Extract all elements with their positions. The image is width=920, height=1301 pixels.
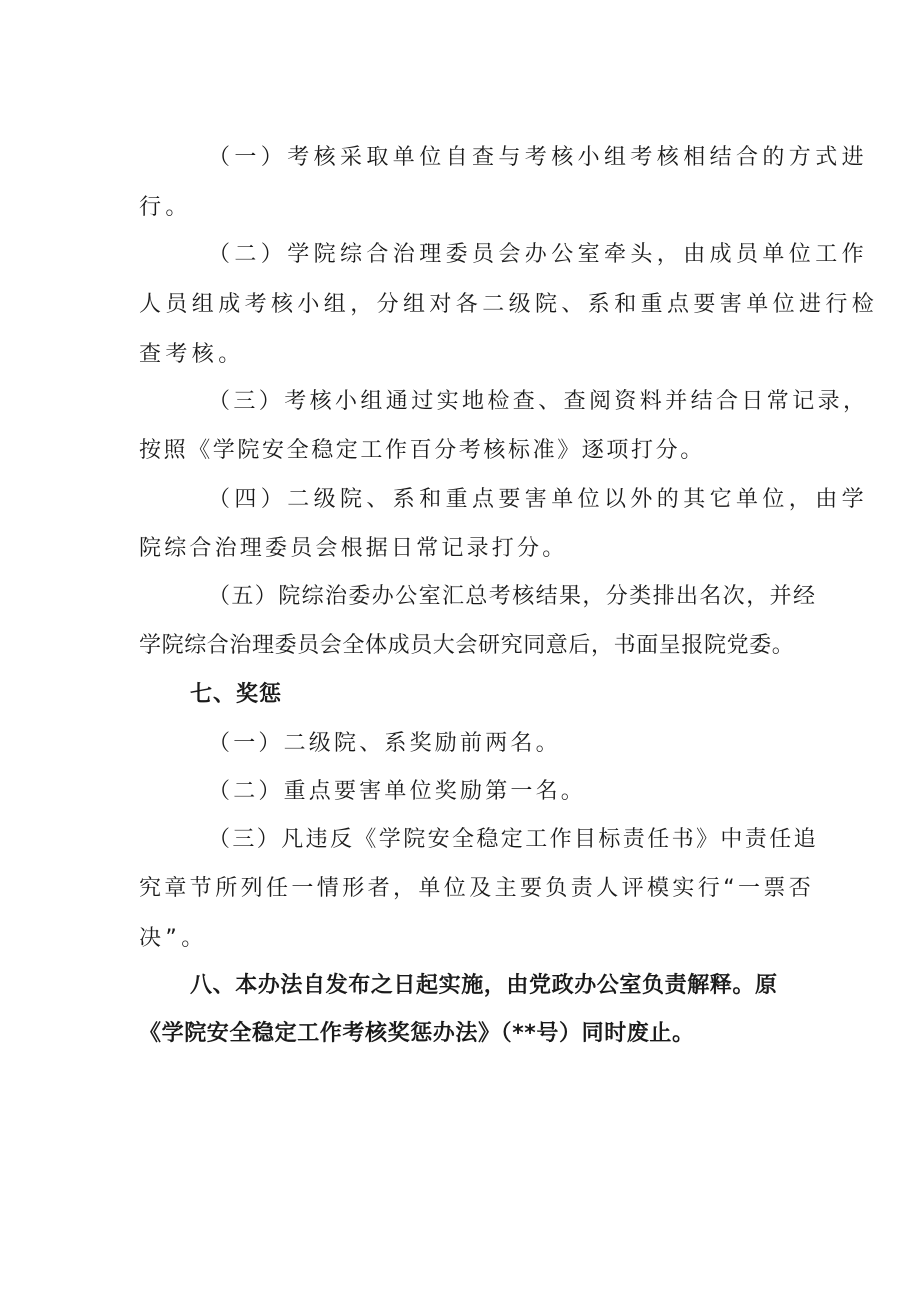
- paragraph-line: （一）考核采取单位自查与考核小组考核相结合的方式进: [208, 145, 869, 170]
- paragraph-line: 究章节所列任一情形者，单位及主要负责人评模实行“一票否: [139, 876, 815, 901]
- paragraph-line: （二）重点要害单位奖励第一名。: [208, 779, 587, 804]
- paragraph-line: 院综合治理委员会根据日常记录打分。: [139, 536, 568, 561]
- paragraph-line: （三）考核小组通过实地检查、查阅资料并结合日常记录，: [208, 389, 869, 414]
- paragraph-line: （三）凡违反《学院安全稳定工作目标责任书》中责任追: [208, 827, 819, 852]
- paragraph-line: （五）院综治委办公室汇总考核结果，分类排出名次，并经: [208, 584, 817, 609]
- closing-paragraph-line: 八、本办法自发布之日起实施，由党政办公室负责解释。原: [190, 973, 778, 998]
- paragraph-line: （四）二级院、系和重点要害单位以外的其它单位，由学: [208, 487, 869, 512]
- closing-paragraph-line: 《学院安全稳定工作考核奖惩办法》（**号）同时废止。: [139, 1021, 695, 1046]
- paragraph-line: 查考核。: [139, 342, 245, 367]
- paragraph-line: 学院综合治理委员会全体成员大会研究同意后，书面呈报院党委。: [139, 633, 795, 658]
- paragraph-line: 人员组成考核小组，分组对各二级院、系和重点要害单位进行检: [139, 292, 879, 317]
- paragraph-line: 决”。: [139, 926, 208, 951]
- paragraph-line: 按照《学院安全稳定工作百分考核标准》逐项打分。: [139, 438, 705, 463]
- paragraph-line: （一）二级院、系奖励前两名。: [208, 731, 561, 756]
- paragraph-line: 行。: [139, 195, 192, 220]
- paragraph-line: （二）学院综合治理委员会办公室牵头，由成员单位工作: [208, 242, 869, 267]
- section-heading: 七、奖惩: [190, 682, 283, 707]
